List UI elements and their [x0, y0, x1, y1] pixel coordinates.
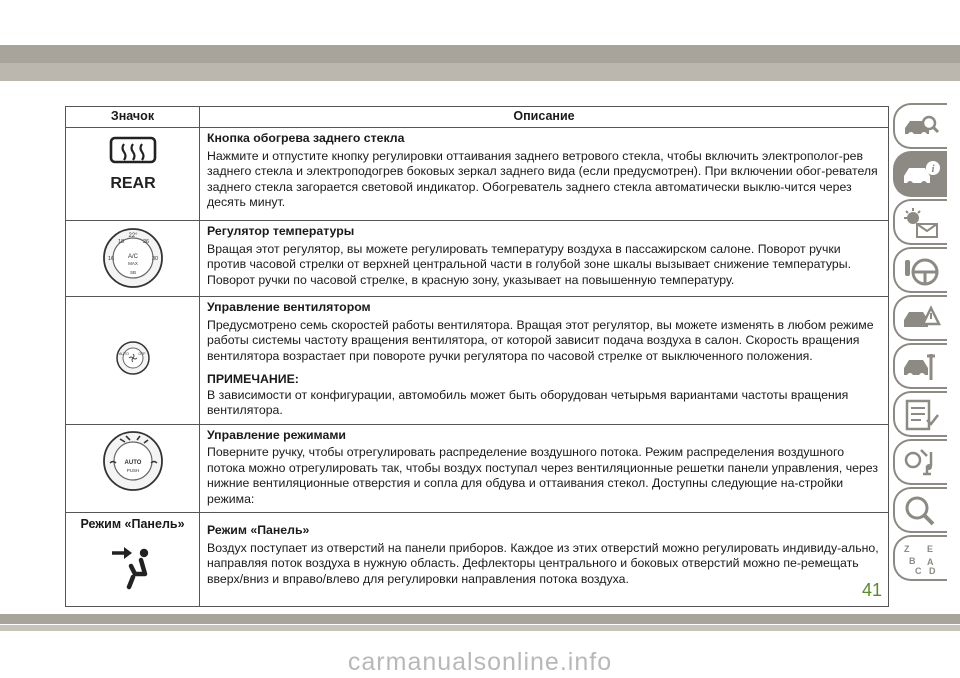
- svg-text:D: D: [929, 566, 936, 576]
- icon-cell: [66, 424, 200, 513]
- header-description-column: Описание: [200, 107, 889, 128]
- rear-defrost-icon: [103, 134, 163, 192]
- car-magnifier-icon: [901, 110, 941, 144]
- header-band: [0, 45, 960, 63]
- table-header-row: [66, 107, 889, 128]
- svg-text:Z: Z: [904, 544, 910, 554]
- table-row: [66, 424, 889, 513]
- row-text: Предусмотрено семь скоростей работы вентилятора. Вращая этот регулятор, вы можете изменять в любом режиме работы системы частоту вращения вентилятора, от которой зависит подача воздуха в салон. Скорость вращения вентилятора возрастает при повороте ручки регулятора по часовой стрелке от выключенного положения.: [207, 317, 874, 363]
- chapter-tab[interactable]: [893, 199, 947, 245]
- icon-cell: [66, 297, 200, 425]
- table-row: [66, 297, 889, 425]
- row-title: Управление вентилятором: [207, 300, 371, 314]
- chapter-tab[interactable]: [893, 439, 947, 485]
- row-title: Кнопка обогрева заднего стекла: [207, 131, 405, 145]
- table-row: [66, 513, 889, 607]
- footer-band: [0, 614, 960, 624]
- checklist-icon: [901, 398, 941, 432]
- warning-light-message-icon: [901, 206, 941, 240]
- climate-controls-table: [65, 106, 889, 607]
- car-warning-triangle-icon: [901, 302, 941, 336]
- chapter-tab[interactable]: [893, 103, 947, 149]
- multimedia-icon: [901, 446, 941, 480]
- svg-text:i: i: [931, 163, 935, 175]
- icon-cell: [66, 513, 200, 607]
- dial-mark: 26: [142, 239, 149, 245]
- table-row: [66, 221, 889, 297]
- dial-mark: 18: [117, 239, 124, 245]
- table-row: [66, 128, 889, 221]
- panel-mode-icon: [110, 541, 156, 591]
- dial-mark: OFF: [137, 352, 146, 356]
- row-title: Регулятор температуры: [207, 224, 355, 238]
- temperature-dial-icon: [102, 227, 164, 289]
- chapter-tab[interactable]: [893, 535, 947, 581]
- chapter-tab[interactable]: [893, 295, 947, 341]
- dial-mark: SB: [129, 270, 136, 275]
- chapter-tab[interactable]: [893, 487, 947, 533]
- dial-mark: MAX: [127, 261, 138, 266]
- chapter-tab[interactable]: [893, 343, 947, 389]
- steering-wheel-key-icon: [901, 254, 941, 288]
- row-title: Управление режимами: [207, 427, 346, 442]
- description-cell: [200, 297, 889, 425]
- description-cell: [200, 424, 889, 513]
- description-cell: [200, 128, 889, 221]
- car-wrench-icon: [901, 350, 941, 384]
- svg-text:A: A: [927, 557, 934, 567]
- row-title: Режим «Панель»: [207, 523, 310, 537]
- icon-cell: [66, 221, 200, 297]
- row-text: Вращая этот регулятор, вы можете регулировать температуру воздуха в пассажирском салоне. Поворот ручки против часовой стрелки от верхней центральной части в голубой зоне шкалы вызывает снижение температуры. Поворот ручки по часовой стрелке, в красную зону, указывает на повышенную температуру.: [207, 241, 852, 287]
- row-text: Поверните ручку, чтобы отрегулировать распределение воздушного потока. Режим распределения воздушного потока можно отрегулировать так, чтобы воздух поступал через вентиляционные решетки панели управления, через нижние вентиляционные отверстия и сопла для обдува и оттаивания стекол. Доступны следующие на-стройки режима:: [207, 445, 879, 506]
- description-cell: [200, 513, 889, 607]
- chapter-tab[interactable]: [893, 247, 947, 293]
- mode-control-dial-icon: [102, 430, 164, 492]
- fan-control-dial-icon: [115, 340, 151, 376]
- description-cell: [200, 221, 889, 297]
- svg-text:B: B: [909, 556, 916, 566]
- dial-mark: A/C: [127, 254, 138, 260]
- row-text: Воздух поступает из отверстий на панели приборов. Каждое из этих отверстий можно регулировать индивиду-ально, направляя поток воздуха в нужную область. Дефлекторы центрального и боковых отверстий можно пе-ремещать вверх/вниз и вправо/влево для регулировки направления потока воздуха.: [207, 540, 879, 586]
- watermark: carmanualsonline.info: [347, 648, 613, 676]
- svg-text:E: E: [927, 544, 934, 554]
- header-band-lower: [0, 63, 960, 81]
- page-number: 41: [862, 580, 883, 600]
- chapter-tab[interactable]: [893, 391, 947, 437]
- alphabet-index-icon: [901, 542, 941, 576]
- dial-mark: AUTO: [124, 459, 141, 466]
- panel-mode-label: Режим «Панель»: [80, 517, 185, 531]
- rear-icon-label: REAR: [109, 175, 156, 192]
- dial-mark: 16: [107, 256, 114, 262]
- dial-mark: 22°: [127, 233, 138, 239]
- row-text: Нажмите и отпустите кнопку регулировки оттаивания заднего ветрового стекла, чтобы включить электрополог-рев заднего стекла и электроподогрев боковых зеркал заднего вида (если предусмотрен). При включении обог-ревателя заднего стекла загорается световой индикатор. Обогреватель заднего стекла автоматически выклю-чится через десять минут.: [207, 148, 878, 209]
- dial-mark: AUTO: [118, 352, 129, 356]
- car-info-icon: [901, 158, 941, 192]
- note-text: В зависимости от конфигурации, автомобиль может быть оборудован четырьмя вариантами частоты вращения вентилятора.: [207, 387, 849, 417]
- magnifier-icon: [901, 494, 941, 528]
- footer-band-lower: [0, 625, 960, 631]
- header-icon-column: Значок: [66, 107, 200, 128]
- chapter-tab-active[interactable]: [893, 151, 947, 197]
- note-title: ПРИМЕЧАНИЕ:: [207, 372, 299, 386]
- dial-mark: 30: [151, 256, 158, 262]
- icon-cell: [66, 128, 200, 221]
- dial-mark: PUSH: [126, 467, 139, 473]
- svg-text:C: C: [915, 566, 922, 576]
